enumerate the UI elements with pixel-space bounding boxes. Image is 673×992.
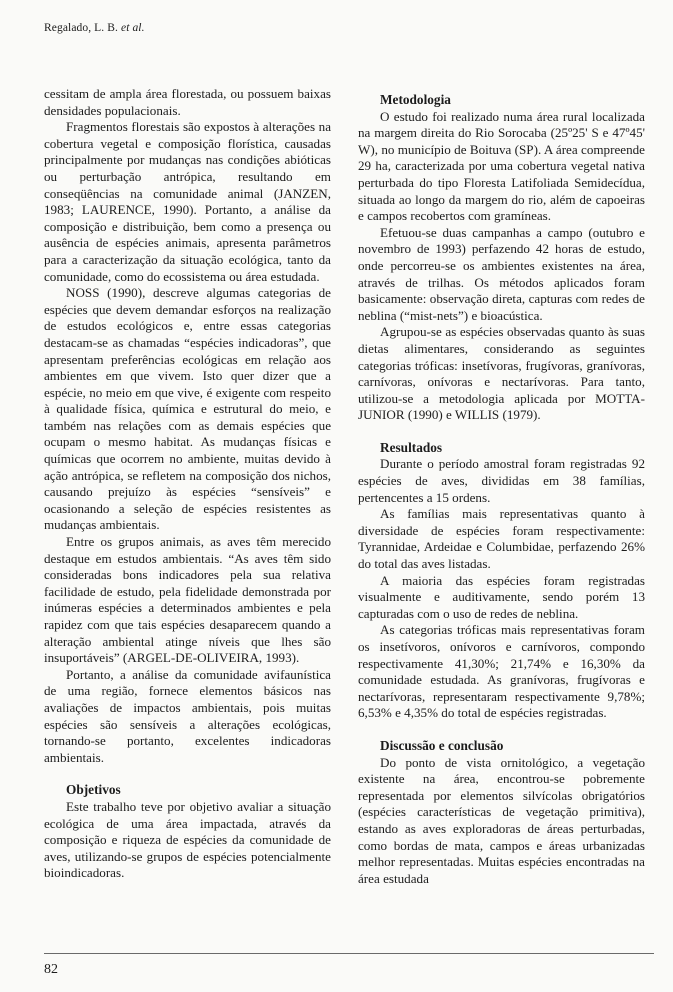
running-head <box>44 22 145 34</box>
paragraph: Efetuou-se duas campanhas a campo (outubro e novembro de 1993) perfazendo 42 horas de estudo, onde percorreu-se os ambientes existentes na área, através de trilhas. Os métodos aplicados foram basicamente: observação direta, capturas com redes de neblina (“mist-nets”) e bioacústica. <box>358 224 645 323</box>
running-head-authors: Regalado, L. B. <box>44 22 118 34</box>
paragraph: As famílias mais representativas quanto à diversidade de espécies foram respectivamente: Tyrannidae, Ardeidae e Columbidae, perfazendo 26% do total das aves listadas. <box>358 506 645 572</box>
footer-rule <box>44 953 654 954</box>
paragraph: Este trabalho teve por objetivo avaliar a situação ecológica de uma área impactada, através da composição e riqueza de espécies da comunidade de aves, utilizando-se grupos de espécies potencialmente bioindicadoras. <box>44 798 331 881</box>
paragraph: NOSS (1990), descreve algumas categorias de espécies que devem demandar esforços na realização de estudos ecológicos e, entre essas categorias destacam-se as chamadas “espécies indicadoras”, que apresentam preferências ecológicas em relação aos ambientes em que vivem. Isto quer dizer que a espécie, no meio em que vive, é exigente com respeito à qualidade física, química e estrutural do meio, e também nas relações com as demais espécies que ocupam o mesmo habitat. As mudanças físicas e químicas que ocorrem no ambiente, muitas devido à ação antrópica, se refletem na composição dos nichos, causando prejuízo às espécies “sensíveis” e ocasionando a seleção de espécies resistentes as mudanças ambientais. <box>44 285 331 533</box>
objetivos-heading: Objetivos <box>66 782 121 798</box>
paragraph: Do ponto de vista ornitológico, a vegetação existente na área, encontrou-se pobremente representada por elementos silvícolas obrigatórios (espécies características de vegetação primitiva), estando as aves exploradoras de áreas perturbadas, como bordas de mata, campos e áreas urbanizadas melhor representadas. Muitas espécies encontradas na área estudada <box>358 754 645 886</box>
paragraph: Portanto, a análise da comunidade avifaunística de uma região, fornece elementos básicos nas avaliações de impactos ambientais, pois muitas espécies são sensíveis a alterações ecológicas, tornando-se portanto, excelentes indicadoras ambientais. <box>44 666 331 765</box>
page-number: 82 <box>44 962 58 977</box>
paragraph: Agrupou-se as espécies observadas quanto às suas dietas alimentares, considerando as seguintes categorias tróficas: insetívoras, frugívoras, granívoras, carnívoras, onívoras e nectarívoras. Para tanto, utilizou-se a metodologia aplicada por MOTTA-JUNIOR (1990) e WILLIS (1979). <box>358 324 645 423</box>
right-column <box>358 92 645 887</box>
left-column <box>44 86 331 882</box>
paragraph: A maioria das espécies foram registradas visualmente e auditivamente, sendo porém 13 capturadas com o uso de redes de neblina. <box>358 572 645 621</box>
resultados-heading: Resultados <box>380 439 443 455</box>
paragraph: Durante o período amostral foram registradas 92 espécies de aves, divididas em 38 famílias, pertencentes a 15 ordens. <box>358 456 645 505</box>
paragraph: O estudo foi realizado numa área rural localizada na margem direita do Rio Sorocaba (25º25' S e 47º45' W), no município de Boituva (SP). A área compreende 29 ha, caracterizada por uma cobertura vegetal nativa perturbada do tipo Floresta Latifoliada Semidecídua, situada ao longo da margem do rio, além de capoeiras e campos recobertos com gramíneas. <box>358 108 645 224</box>
paragraph: Entre os grupos animais, as aves têm merecido destaque em estudos ambientais. “As aves têm sido consideradas bons indicadores pela sua relativa facilidade de estudo, pela fidelidade demonstrada por inúmeras espécies a determinados ambientes e pela rapidez com que tais espécies desaparecem quando a alteração ambiental atinge níveis que lhes são insuportáveis” (ARGEL-DE-OLIVEIRA, 1993). <box>44 534 331 666</box>
paragraph: Fragmentos florestais são expostos à alterações na cobertura vegetal e composição florística, causadas principalmente por mudanças nas condições abióticas ou perturbação antrópica, resultando em conseqüências na comunidade animal (JANZEN, 1983; LAURENCE, 1990). Portanto, a análise da composição e distribuição, bem como a presença ou ausência de espécies animais, apresenta parâmetros para a caracterização da situação ecológica, tanto da comunidade, como do ecossistema ou área estudada. <box>44 119 331 284</box>
running-head-et-al: et al. <box>120 22 145 34</box>
paragraph: cessitam de ampla área florestada, ou possuem baixas densidades populacionais. <box>44 86 331 118</box>
metodologia-heading: Metodologia <box>380 92 451 107</box>
discussao-heading: Discussão e conclusão <box>380 737 504 753</box>
paragraph: As categorias tróficas mais representativas foram os insetívoros, onívoros e carnívoros, compondo respectivamente 41,30%; 21,74% e 16,30% da comunidade estudada. As granívoras, frugívoras e nectarívoras, representaram respectivamente 9,78%; 6,53% e 4,35% do total de espécies registradas. <box>358 622 645 721</box>
